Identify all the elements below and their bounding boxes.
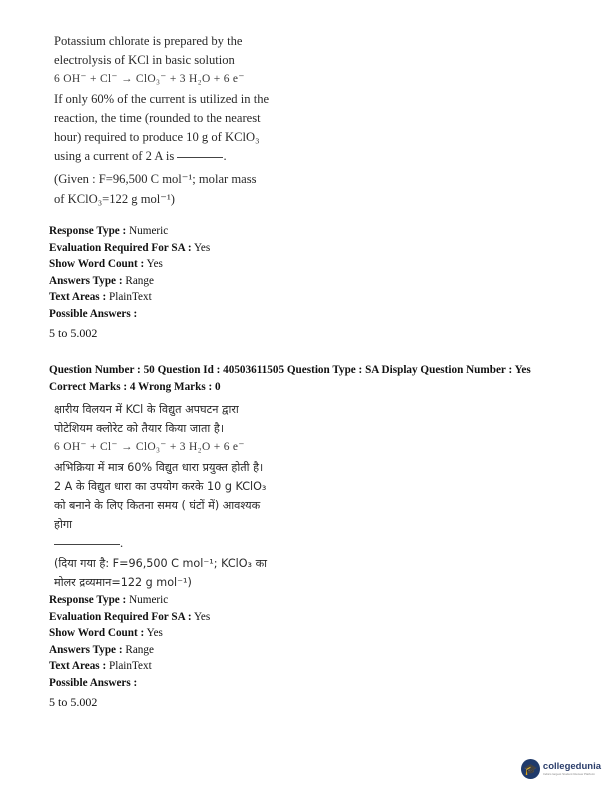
response-type-row (49, 592, 210, 609)
question-50-text (54, 400, 314, 592)
possible-answers-value: 5 to 5.002 (49, 325, 98, 340)
word-count-label: Show Word Count : (49, 627, 145, 640)
given-line: (Given : F=96,500 C mol⁻¹; molar mass (54, 172, 257, 187)
answers-type-row (49, 273, 210, 290)
answer-blank-line: . (54, 534, 314, 553)
answer-blank (54, 544, 120, 545)
question-line: using a current of 2 A is . (54, 149, 227, 164)
given-line: of KClO₃=122 g mol⁻¹) (54, 191, 175, 206)
question-line: क्षारीय विलयन में KCl के विद्युत अपघटन द्वारा (54, 403, 239, 416)
question-50-header (49, 362, 579, 395)
text-areas-value: PlainText (108, 660, 152, 673)
text-areas-label: Text Areas : (49, 291, 107, 304)
text-areas-label: Text Areas : (49, 660, 107, 673)
question-header-line: Question Number : 50 Question Id : 40503611505 Question Type : SA Display Question Number : Yes (49, 364, 531, 376)
given-line: मोलर द्रव्यमान=122 g mol⁻¹) (54, 575, 192, 589)
word-count-row (49, 625, 210, 642)
question-line: hour) required to produce 10 g of KClO₃ (54, 130, 260, 145)
evaluation-value: Yes (193, 241, 211, 254)
response-type-label: Response Type : (49, 225, 127, 237)
question-49-meta (49, 223, 210, 341)
possible-answers-value: 5 to 5.002 (49, 694, 98, 709)
evaluation-row (49, 609, 210, 626)
question-line: पोटेशियम क्लोरेट को तैयार किया जाता है। (54, 422, 225, 436)
question-line: If only 60% of the current is utilized in the (54, 91, 270, 106)
possible-answers-row (49, 306, 210, 323)
logo-text (543, 762, 601, 776)
word-count-row (49, 256, 210, 273)
logo-name: collegedunia (542, 761, 601, 772)
collegedunia-logo (521, 754, 601, 784)
answers-type-value: Range (125, 274, 154, 287)
word-count-label: Show Word Count : (49, 258, 145, 271)
answers-type-row (49, 642, 210, 659)
evaluation-label: Evaluation Required For SA : (49, 241, 192, 254)
text-areas-value: PlainText (108, 291, 152, 304)
graduate-icon: 🎓 (521, 759, 540, 779)
chemical-equation: 6 OH⁻ + Cl⁻ → ClO₃⁻ + 3 H₂O + 6 e⁻ (54, 73, 245, 86)
question-line: reaction, the time (rounded to the nearest (54, 110, 261, 125)
answer-blank (177, 157, 223, 158)
evaluation-value: Yes (193, 610, 211, 623)
evaluation-row (49, 240, 210, 257)
evaluation-label: Evaluation Required For SA : (49, 610, 192, 623)
given-line: (दिया गया है: F=96,500 C mol⁻¹; KClO₃ का (54, 556, 268, 570)
response-type-row (49, 223, 210, 240)
response-type-value: Numeric (129, 225, 169, 237)
marks-line: Correct Marks : 4 Wrong Marks : 0 (49, 380, 221, 393)
question-50-meta (49, 592, 210, 710)
question-line-text: using a current of 2 A is (54, 149, 175, 164)
response-type-value: Numeric (129, 594, 169, 606)
question-line: 2 A के विद्युत धारा का उपयोग करके 10 g KClO₃ (54, 479, 267, 493)
text-areas-row (49, 658, 210, 675)
word-count-value: Yes (146, 258, 163, 271)
answers-type-label: Answers Type : (49, 274, 123, 287)
question-line: होगा (54, 518, 73, 532)
response-type-label: Response Type : (49, 594, 127, 606)
answers-type-value: Range (125, 643, 154, 656)
possible-answers-label: Possible Answers : (49, 676, 138, 689)
question-line: को बनाने के लिए कितना समय ( घंटों में) आवश्यक (54, 499, 261, 513)
question-line: अभिक्रिया में मात्र 60% विद्युत धारा प्रयुक्त होती है। (54, 460, 264, 474)
possible-answers-label: Possible Answers : (49, 307, 138, 320)
word-count-value: Yes (146, 627, 163, 640)
chemical-equation: 6 OH⁻ + Cl⁻ → ClO₃⁻ + 3 H₂O + 6 e⁻ (54, 441, 245, 454)
logo-tagline: India's largest Student Review Platform (542, 772, 596, 776)
possible-answers-row (49, 675, 210, 692)
text-areas-row (49, 289, 210, 306)
question-line: Potassium chlorate is prepared by the (54, 34, 243, 48)
question-49-text (54, 32, 299, 209)
answers-type-label: Answers Type : (49, 643, 123, 656)
question-line: electrolysis of KCl in basic solution (54, 53, 235, 68)
